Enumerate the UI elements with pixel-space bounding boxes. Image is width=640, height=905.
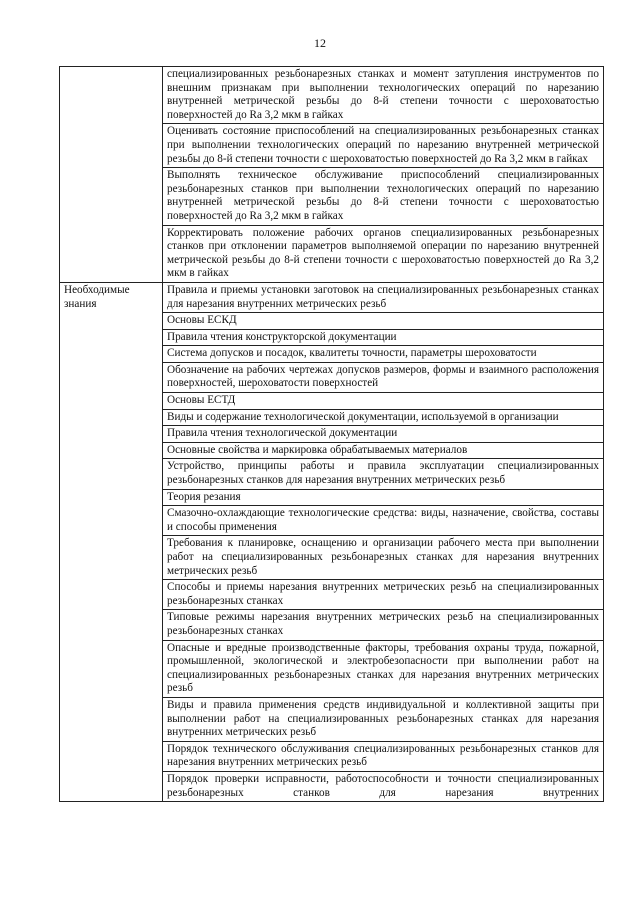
table-row [60, 67, 604, 124]
labor-functions-table [59, 66, 604, 802]
knowledge-item: Способы и приемы нарезания внутренних метрических резьб на специализированных резьбонарезных станках [163, 580, 604, 610]
knowledge-item: Правила и приемы установки заготовок на специализированных резьбонарезных станках для нарезания внутренних метрических резьб [163, 282, 604, 312]
knowledge-item: Система допусков и посадок, квалитеты точности, параметры шероховатости [163, 346, 604, 363]
knowledge-item: Виды и содержание технологической документации, используемой в организации [163, 409, 604, 426]
skill-item: Выполнять техническое обслуживание приспособлений специализированных резьбонарезных станков при выполнении технологических операций по нарезанию внутренней метрической резьбы до 8-й степени точности с шероховатостью поверхностей до Ra 3,2 мкм в гайках [163, 168, 604, 225]
knowledge-item: Обозначение на рабочих чертежах допусков размеров, формы и взаимного расположения поверхностей, шероховатости поверхностей [163, 362, 604, 392]
knowledge-item: Основы ЕСКД [163, 313, 604, 330]
knowledge-item: Правила чтения технологической документации [163, 426, 604, 443]
knowledge-item: Опасные и вредные производственные факторы, требования охраны труда, пожарной, промышленной, экологической и электробезопасности при выполнении работ на специализированных резьбонарезных станках для нарезания внутренних метрических резьб [163, 640, 604, 697]
skill-item: Оценивать состояние приспособлений на специализированных резьбонарезных станках при выполнении технологических операций по нарезанию внутренней метрической резьбы до 8-й степени точности с шероховатостью поверхностей до Ra 3,2 мкм в гайках [163, 124, 604, 168]
skill-item: Корректировать положение рабочих органов специализированных резьбонарезных станков при отклонении параметров выполняемой операции по нарезанию внутренней метрической резьбы до 8-й степени точности с шероховатостью поверхностей до Ra 3,2 мкм в гайках [163, 225, 604, 282]
table-row [60, 282, 604, 312]
knowledge-item: Требования к планировке, оснащению и организации рабочего места при выполнении работ на специализированных резьбонарезных станках для нарезания внутренних метрических резьб [163, 536, 604, 580]
knowledge-item: Порядок технического обслуживания специализированных резьбонарезных станков для нарезания внутренних метрических резьб [163, 741, 604, 771]
knowledge-item: Типовые режимы нарезания внутренних метрических резьб на специализированных резьбонарезных станках [163, 610, 604, 640]
knowledge-item: Виды и правила применения средств индивидуальной и коллективной защиты при выполнении работ на специализированных резьбонарезных станках для нарезания внутренних метрических резьб [163, 697, 604, 741]
page-number: 12 [314, 36, 326, 50]
knowledge-item: Смазочно-охлаждающие технологические средства: виды, назначение, свойства, составы и способы применения [163, 506, 604, 536]
knowledge-item: Правила чтения конструкторской документации [163, 329, 604, 346]
continued-label-cell [60, 67, 163, 283]
knowledge-label-cell: Необходимые знания [60, 282, 163, 801]
knowledge-item: Порядок проверки исправности, работоспособности и точности специализированных резьбонарезных станков для нарезания внутренних [163, 771, 604, 801]
skill-item: специализированных резьбонарезных станках и момент затупления инструментов по внешним признакам при выполнении технологических операций по нарезанию внутренней метрической резьбы до 8-й степени точности с шероховатостью поверхностей до Ra 3,2 мкм в гайках [163, 67, 604, 124]
knowledge-item: Устройство, принципы работы и правила эксплуатации специализированных резьбонарезных станков для нарезания внутренних метрических резьб [163, 459, 604, 489]
knowledge-item: Основные свойства и маркировка обрабатываемых материалов [163, 442, 604, 459]
knowledge-item: Теория резания [163, 489, 604, 506]
knowledge-item: Основы ЕСТД [163, 393, 604, 410]
